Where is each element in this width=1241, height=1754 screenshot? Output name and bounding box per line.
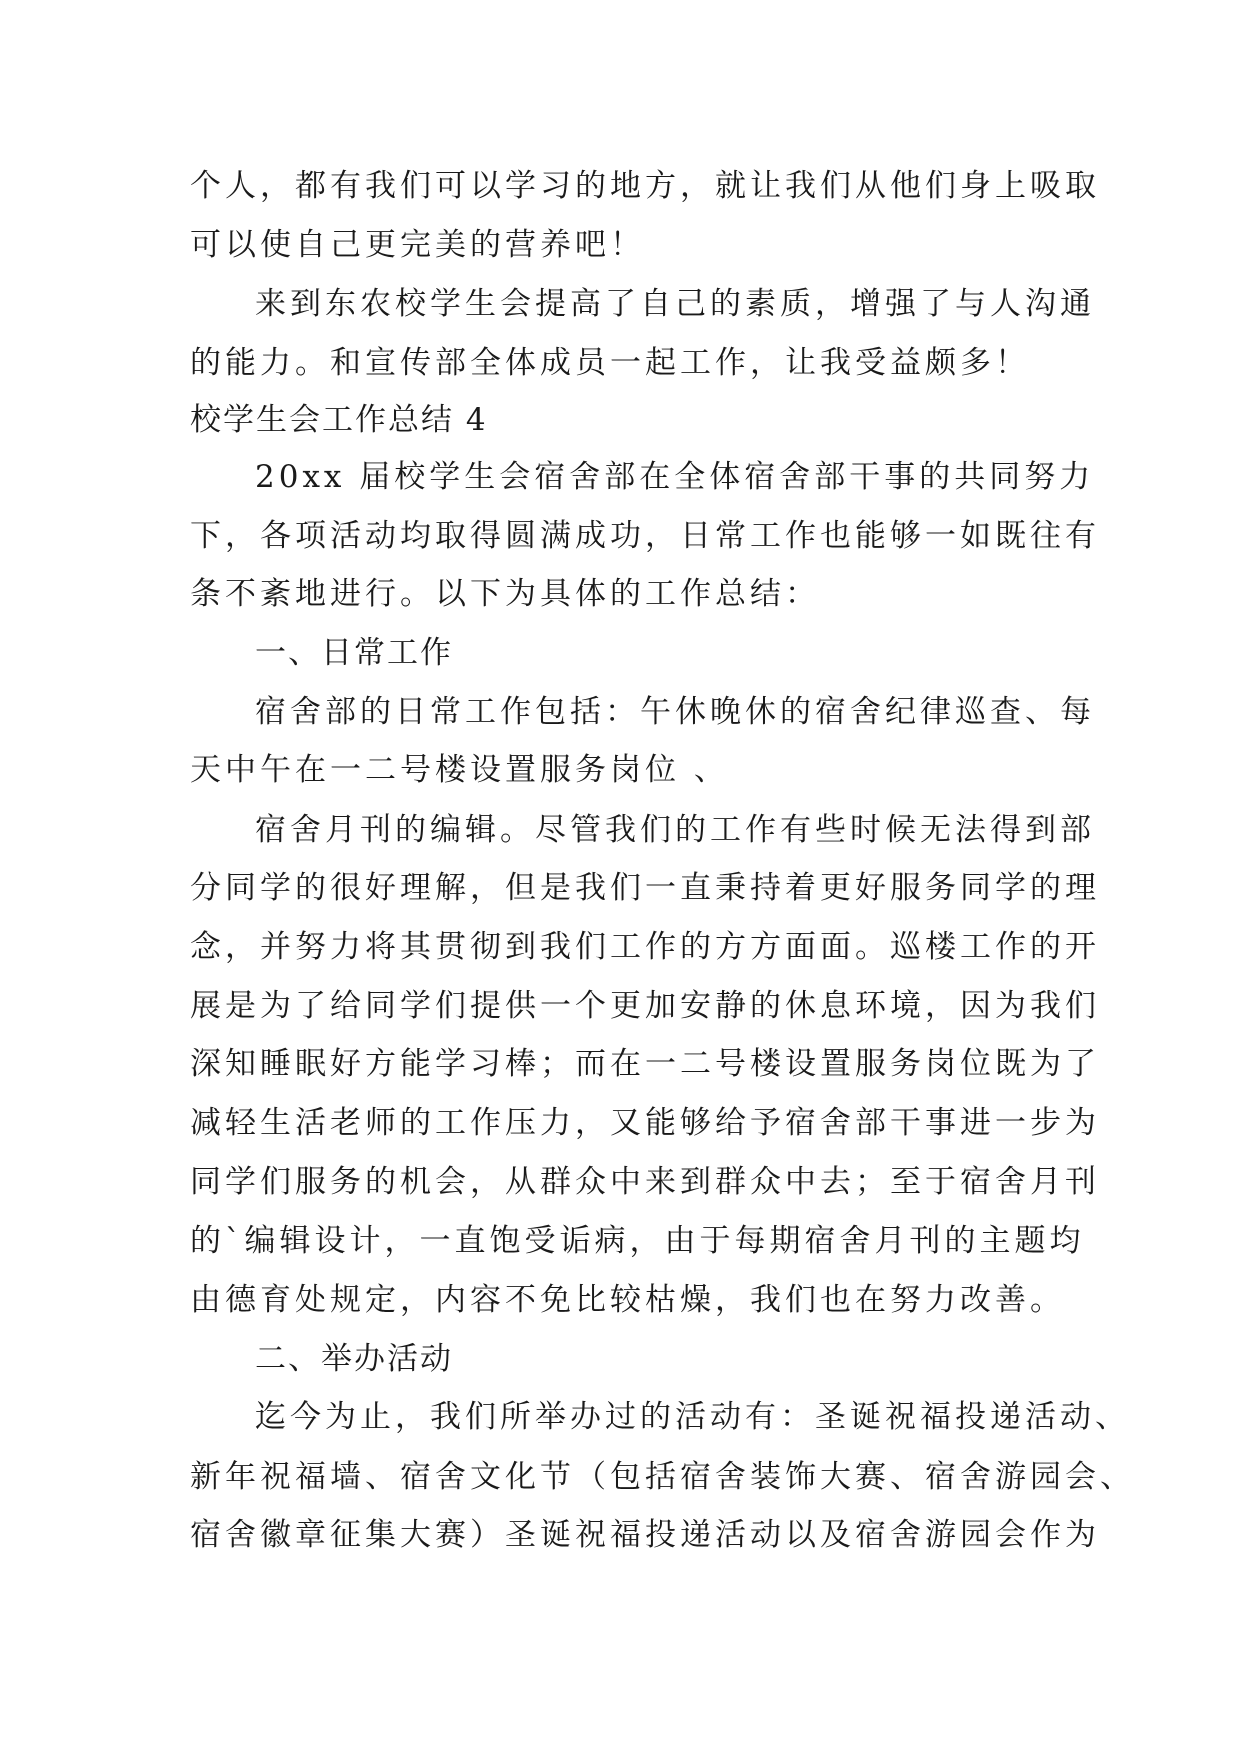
paragraph-start: 来到东农校学生会提高了自己的素质，增强了与人沟通 — [255, 286, 1095, 322]
text-line: 的能力。和宣传部全体成员一起工作，让我受益颇多！ — [190, 345, 1030, 381]
subsection-heading: 一、日常工作 — [255, 635, 453, 671]
paragraph-start: 20xx 届校学生会宿舍部在全体宿舍部干事的共同努力 — [255, 459, 1095, 495]
text-line: 减轻生活老师的工作压力，又能够给予宿舍部干事进一步为 — [190, 1105, 1100, 1141]
paragraph-start: 迄今为止，我们所举办过的活动有：圣诞祝福投递活动、 — [255, 1399, 1130, 1435]
subsection-heading: 二、举办活动 — [255, 1341, 453, 1377]
text-line: 同学们服务的机会，从群众中来到群众中去；至于宿舍月刊 — [190, 1164, 1100, 1200]
text-line: 个人，都有我们可以学习的地方，就让我们从他们身上吸取 — [190, 168, 1100, 204]
paragraph-start: 宿舍部的日常工作包括：午休晚休的宿舍纪律巡查、每 — [255, 694, 1095, 730]
text-line: 的`编辑设计，一直饱受诟病，由于每期宿舍月刊的主题均 — [190, 1223, 1085, 1259]
text-line: 宿舍徽章征集大赛）圣诞祝福投递活动以及宿舍游园会作为 — [190, 1517, 1100, 1553]
text-line: 展是为了给同学们提供一个更加安静的休息环境，因为我们 — [190, 988, 1100, 1024]
text-line: 条不紊地进行。以下为具体的工作总结： — [190, 576, 820, 612]
text-line: 念，并努力将其贯彻到我们工作的方方面面。巡楼工作的开 — [190, 929, 1100, 965]
text-line: 下，各项活动均取得圆满成功，日常工作也能够一如既往有 — [190, 518, 1100, 554]
text-line: 深知睡眠好方能学习棒；而在一二号楼设置服务岗位既为了 — [190, 1046, 1100, 1082]
text-line: 由德育处规定，内容不免比较枯燥，我们也在努力改善。 — [190, 1282, 1065, 1318]
paragraph-start: 宿舍月刊的编辑。尽管我们的工作有些时候无法得到部 — [255, 812, 1095, 848]
text-line: 分同学的很好理解，但是我们一直秉持着更好服务同学的理 — [190, 870, 1100, 906]
text-line: 可以使自己更完美的营养吧！ — [190, 227, 645, 263]
text-line: 天中午在一二号楼设置服务岗位 、 — [190, 752, 729, 788]
text-line: 新年祝福墙、宿舍文化节（包括宿舍装饰大赛、宿舍游园会、 — [190, 1459, 1135, 1495]
section-title: 校学生会工作总结 4 — [190, 402, 488, 438]
